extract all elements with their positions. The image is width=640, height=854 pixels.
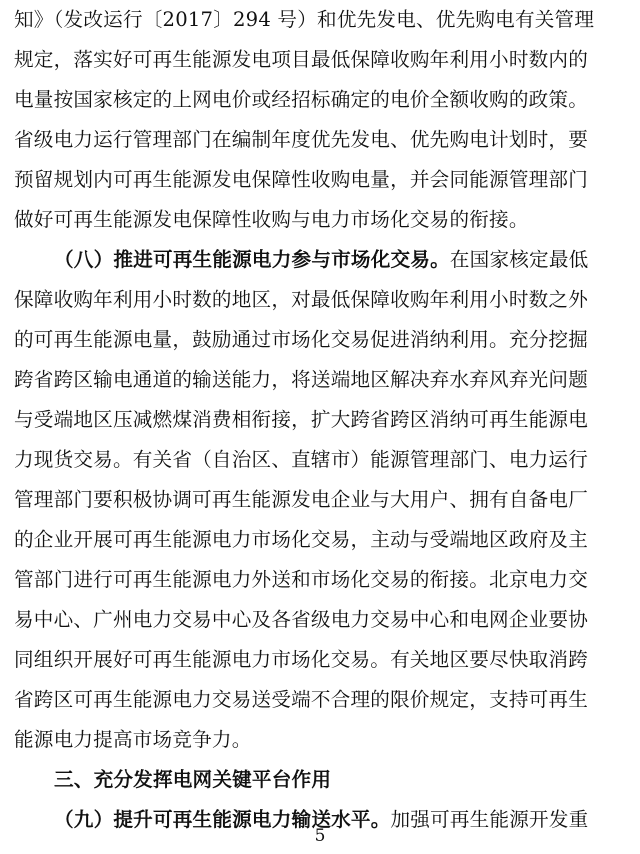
text-line: 省跨区可再生能源电力交易送受端不合理的限价规定，支持可再生: [14, 688, 589, 711]
page-number: 5: [314, 826, 326, 846]
text-line: 的企业开展可再生能源电力市场化交易，主动与受端地区政府及主: [14, 528, 589, 551]
text-line: 跨省跨区输电通道的输送能力，将送端地区解决弃水弃风弃光问题: [14, 368, 589, 391]
text-line: 能源电力提高市场竞争力。: [14, 728, 252, 751]
text-line: 保障收购年利用小时数的地区，对最低保障收购年利用小时数之外: [14, 288, 589, 311]
paragraph-9-heading: （九）提升可再生能源电力输送水平。: [54, 808, 391, 831]
text-line: 的可再生能源电量，鼓励通过市场化交易促进消纳利用。充分挖掘: [14, 328, 589, 351]
text-line: 易中心、广州电力交易中心及各省级电力交易中心和电网企业要协: [14, 608, 589, 631]
paragraph-9-lead-text: 加强可再生能源开发重: [390, 808, 589, 831]
text-line: 与受端地区压减燃煤消费相衔接，扩大跨省跨区消纳可再生能源电: [14, 408, 589, 431]
paragraph-8-lead-text: 在国家核定最低: [449, 248, 589, 271]
text-line: 管理部门要积极协调可再生能源发电企业与大用户、拥有自备电厂: [14, 488, 589, 511]
paragraph-8-heading: （八）推进可再生能源电力参与市场化交易。: [54, 248, 450, 271]
text-line: 管部门进行可再生能源电力外送和市场化交易的衔接。北京电力交: [14, 568, 589, 591]
text-line: 知》（发改运行〔2017〕294 号）和优先发电、优先购电有关管理: [14, 8, 595, 31]
text-line: 省级电力运行管理部门在编制年度优先发电、优先购电计划时，要: [14, 128, 589, 151]
text-line: 预留规划内可再生能源发电保障性收购电量，并会同能源管理部门: [14, 168, 589, 191]
text-line: 力现货交易。有关省（自治区、直辖市）能源管理部门、电力运行: [14, 448, 589, 471]
text-line: 电量按国家核定的上网电价或经招标确定的电价全额收购的政策。: [14, 88, 589, 111]
text-line: 做好可再生能源发电保障性收购与电力市场化交易的衔接。: [14, 208, 529, 231]
text-line: 规定，落实好可再生能源发电项目最低保障收购年利用小时数内的: [14, 48, 589, 71]
text-line: 同组织开展好可再生能源电力市场化交易。有关地区要尽快取消跨: [14, 648, 589, 671]
section-3-heading: 三、充分发挥电网关键平台作用: [54, 768, 332, 791]
paragraph-8-first-line: [54, 248, 624, 272]
